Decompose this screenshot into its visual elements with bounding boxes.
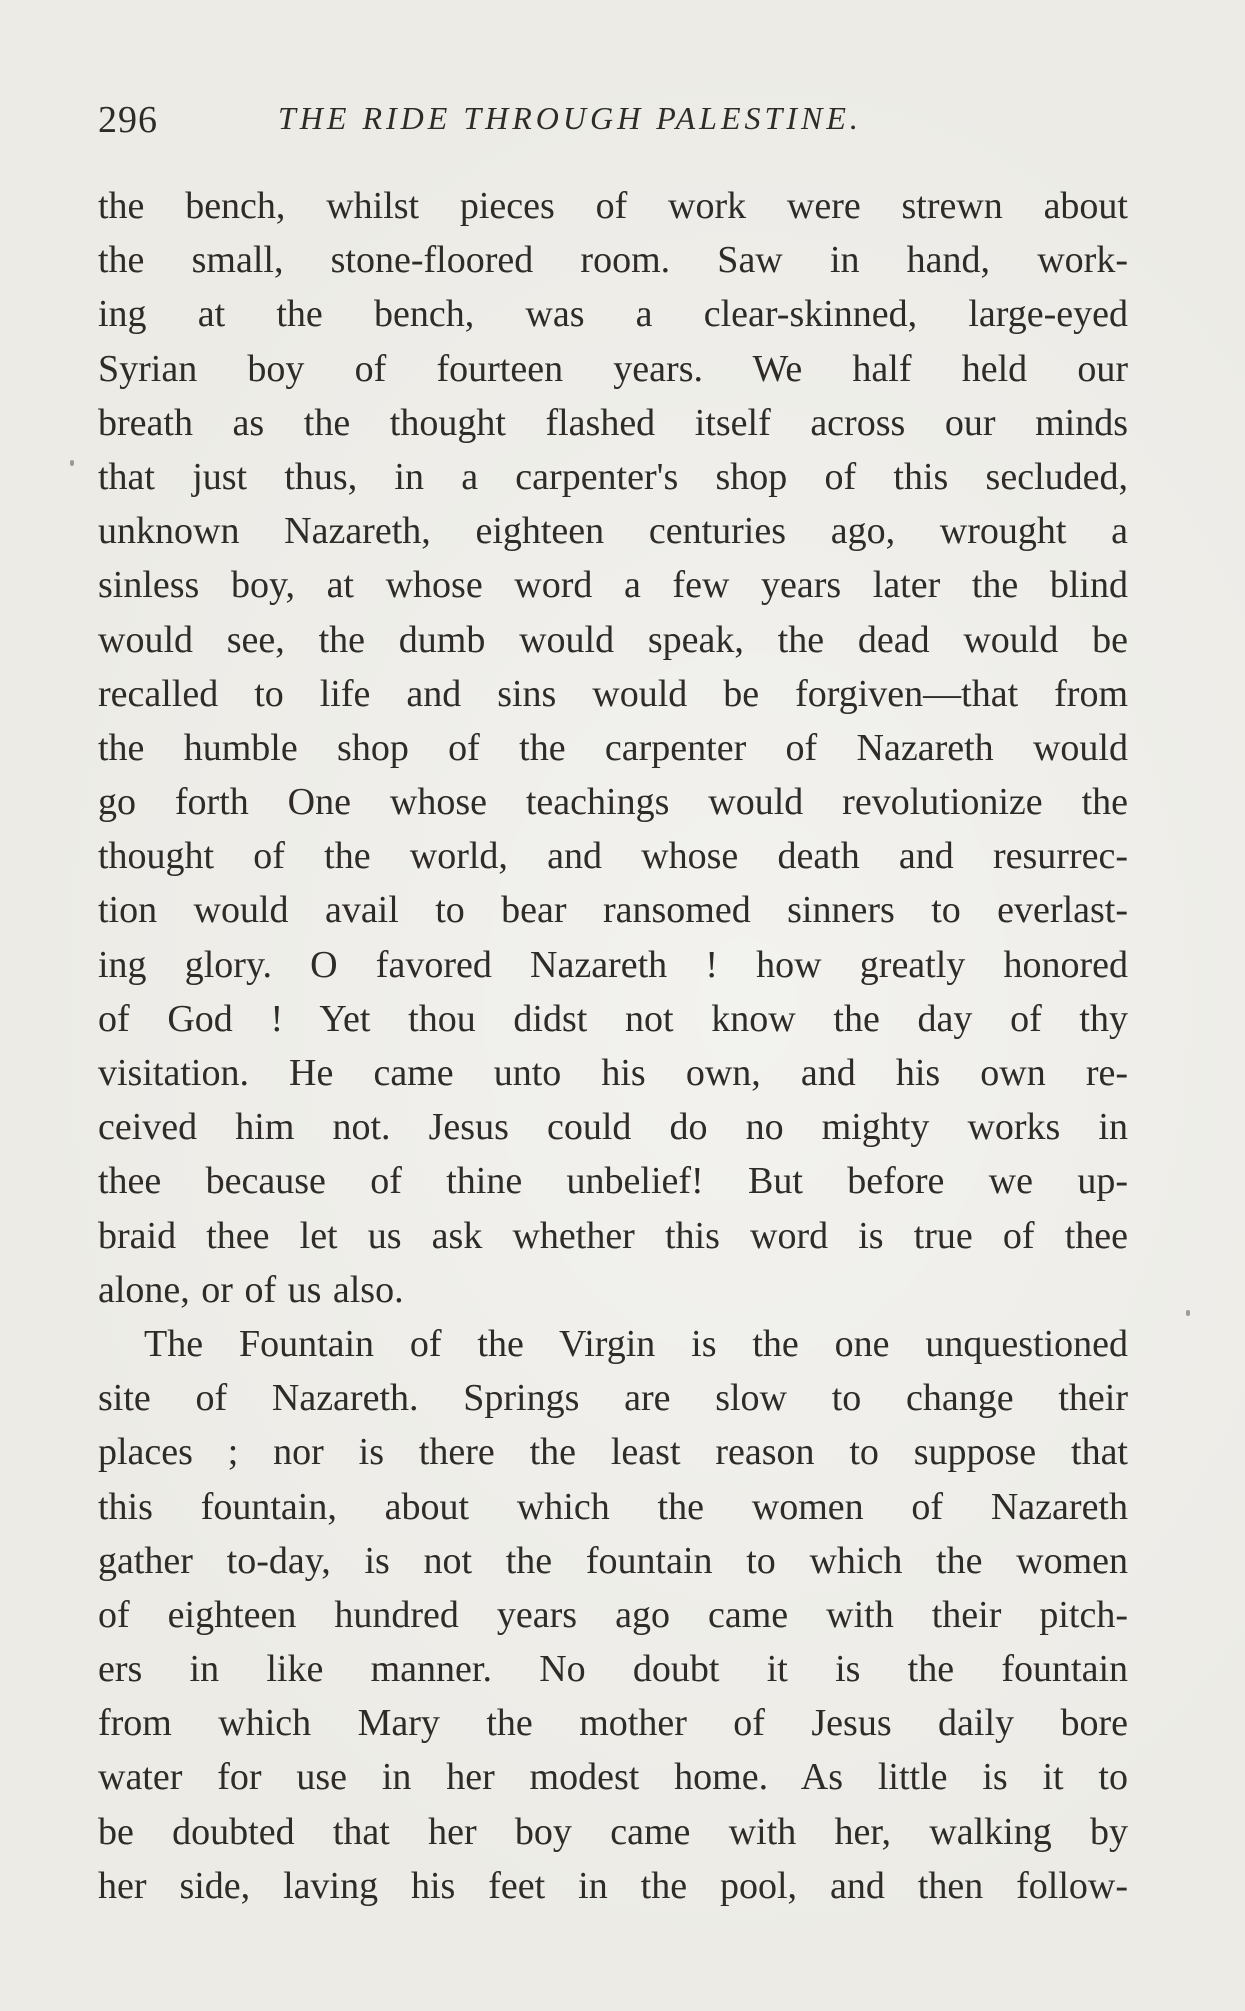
text-line: ing at the bench, was a clear-skinned, large-eyed [98, 293, 1128, 336]
text-line: thought of the world, and whose death and resurrec- [98, 835, 1128, 878]
text-line: tion would avail to bear ransomed sinners to everlast- [98, 889, 1128, 932]
text-line: site of Nazareth. Springs are slow to change their [98, 1377, 1128, 1420]
paragraph-2 [98, 1317, 1128, 1913]
paragraph-1 [98, 179, 1128, 1317]
text-line: breath as the thought flashed itself across our minds [98, 401, 1128, 444]
text-line: unknown Nazareth, eighteen centuries ago, wrought a [98, 510, 1128, 553]
text-line: the small, stone-floored room. Saw in hand, work- [98, 239, 1128, 282]
text-line: be doubted that her boy came with her, walking by [98, 1810, 1128, 1853]
running-head: THE RIDE THROUGH PALESTINE. [278, 100, 862, 136]
paper-speck [1186, 1310, 1190, 1316]
text-line: thee because of thine unbelief! But before we up- [98, 1160, 1128, 1203]
text-line: that just thus, in a carpenter's shop of this secluded, [98, 455, 1128, 498]
page-number: 296 [98, 99, 158, 141]
text-line: this fountain, about which the women of Nazareth [98, 1485, 1128, 1528]
text-line: recalled to life and sins would be forgiven—that from [98, 672, 1128, 715]
text-line: gather to-day, is not the fountain to which the women [98, 1539, 1128, 1582]
text-line: visitation. He came unto his own, and his own re- [98, 1052, 1128, 1094]
text-line: go forth One whose teachings would revolutionize the [98, 781, 1128, 824]
text-line: would see, the dumb would speak, the dead would be [98, 618, 1128, 661]
text-line: the humble shop of the carpenter of Nazareth would [98, 726, 1128, 769]
text-line: ceived him not. Jesus could do no mighty works in [98, 1106, 1128, 1149]
text-line: braid thee let us ask whether this word is true of thee [98, 1214, 1128, 1257]
paper-speck [70, 460, 74, 466]
text-line: ing glory. O favored Nazareth ! how greatly honored [98, 943, 1128, 986]
text-line: places ; nor is there the least reason to suppose that [98, 1431, 1128, 1474]
text-line: of God ! Yet thou didst not know the day of thy [98, 997, 1128, 1040]
text-line: ers in like manner. No doubt it is the fountain [98, 1648, 1128, 1691]
text-line: the bench, whilst pieces of work were strewn about [98, 185, 1128, 227]
text-line: her side, laving his feet in the pool, and then follow- [98, 1864, 1128, 1907]
body-text [98, 179, 1128, 1913]
text-line: water for use in her modest home. As little is it to [98, 1756, 1128, 1799]
text-line: alone, or of us also. [98, 1268, 404, 1311]
text-line: The Fountain of the Virgin is the one unquestioned [144, 1322, 1128, 1365]
text-line: of eighteen hundred years ago came with their pitch- [98, 1593, 1128, 1636]
text-line: from which Mary the mother of Jesus daily bore [98, 1702, 1128, 1745]
text-line: sinless boy, at whose word a few years later the blind [98, 564, 1128, 607]
page-header [98, 98, 1138, 148]
text-line: Syrian boy of fourteen years. We half held our [98, 347, 1128, 390]
